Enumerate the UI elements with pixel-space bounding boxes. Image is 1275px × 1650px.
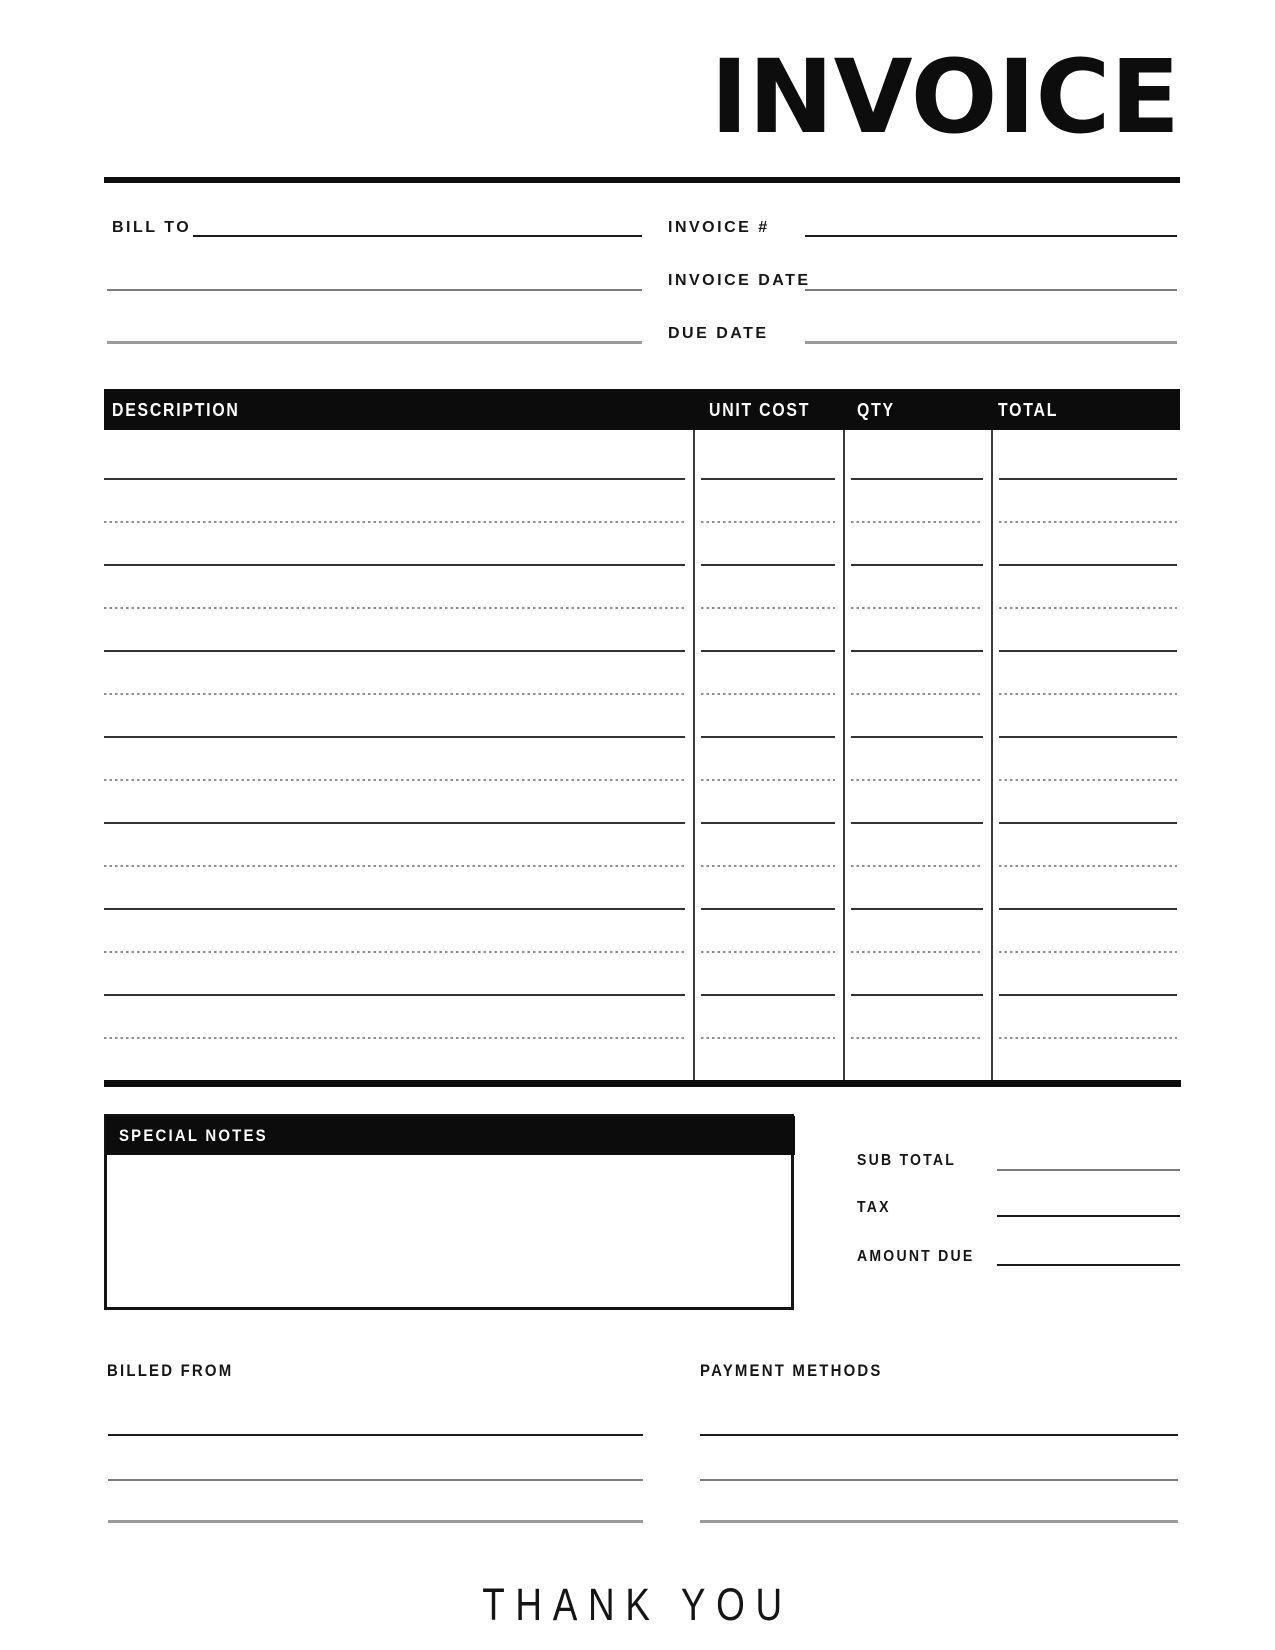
table-row-line-solid bbox=[701, 736, 835, 738]
table-row-line-dashed bbox=[999, 607, 1177, 609]
invoice-date-label: INVOICE DATE bbox=[668, 272, 811, 289]
table-row-line-solid bbox=[851, 822, 983, 824]
due-date-line bbox=[805, 341, 1177, 344]
table-row-line-solid bbox=[999, 994, 1177, 996]
sub-total-label: SUB TOTAL bbox=[857, 1152, 957, 1169]
table-row-line-solid bbox=[851, 994, 983, 996]
table-row-line-dashed bbox=[851, 607, 983, 609]
table-row-line-solid bbox=[999, 736, 1177, 738]
table-row-line-solid bbox=[104, 736, 685, 738]
tax-line bbox=[997, 1215, 1180, 1217]
tax-label: TAX bbox=[857, 1199, 891, 1216]
table-row-line-dashed bbox=[701, 951, 835, 953]
payment-methods-label: PAYMENT METHODS bbox=[700, 1361, 883, 1380]
table-row-line-dashed bbox=[104, 1037, 685, 1039]
bill-to-line bbox=[193, 235, 642, 237]
invoice-date-line bbox=[805, 289, 1177, 291]
table-row-line-dashed bbox=[701, 693, 835, 695]
bill-to-address-line-2 bbox=[107, 289, 642, 291]
table-row-line-solid bbox=[104, 478, 685, 480]
table-header bbox=[104, 389, 1180, 430]
table-row-line-solid bbox=[851, 908, 983, 910]
table-row-line-solid bbox=[999, 478, 1177, 480]
table-row-line-solid bbox=[701, 564, 835, 566]
table-row-line-solid bbox=[701, 650, 835, 652]
table-row-line-solid bbox=[701, 908, 835, 910]
table-row-line-solid bbox=[104, 994, 685, 996]
payment-methods-line-1 bbox=[700, 1434, 1178, 1436]
table-row-line-solid bbox=[701, 822, 835, 824]
table-row-line-dashed bbox=[999, 779, 1177, 781]
table-row-line-dashed bbox=[104, 779, 685, 781]
table-row-line-solid bbox=[999, 564, 1177, 566]
table-row-line-solid bbox=[999, 650, 1177, 652]
invoice-number-line bbox=[805, 235, 1177, 237]
table-row-line-dashed bbox=[851, 693, 983, 695]
amount-due-label: AMOUNT DUE bbox=[857, 1248, 975, 1265]
header-rule bbox=[104, 177, 1180, 183]
table-row-line-dashed bbox=[999, 951, 1177, 953]
bill-to-address-line-3 bbox=[107, 341, 642, 344]
table-row-line-solid bbox=[851, 650, 983, 652]
table-row-line-solid bbox=[104, 564, 685, 566]
page-title: INVOICE bbox=[710, 38, 1180, 157]
special-notes-label: SPECIAL NOTES bbox=[119, 1126, 268, 1145]
table-row-line-solid bbox=[701, 994, 835, 996]
table-row-line-dashed bbox=[701, 865, 835, 867]
table-row-line-dashed bbox=[999, 693, 1177, 695]
amount-due-line bbox=[997, 1264, 1180, 1266]
table-row-line-solid bbox=[851, 736, 983, 738]
table-row-line-dashed bbox=[701, 521, 835, 523]
table-row-line-dashed bbox=[701, 607, 835, 609]
billed-from-line-1 bbox=[108, 1434, 643, 1436]
billed-from-line-2 bbox=[108, 1479, 643, 1481]
table-row-line-dashed bbox=[104, 607, 685, 609]
table-row-line-dashed bbox=[701, 1037, 835, 1039]
table-row-line-dashed bbox=[851, 1037, 983, 1039]
billed-from-line-3 bbox=[108, 1520, 643, 1523]
table-row-line-solid bbox=[104, 650, 685, 652]
special-notes-box bbox=[104, 1114, 794, 1310]
table-row-line-dashed bbox=[104, 693, 685, 695]
billed-from-label: BILLED FROM bbox=[107, 1361, 234, 1380]
table-row-line-dashed bbox=[851, 951, 983, 953]
column-header-unit-cost: UNIT COST bbox=[709, 400, 811, 420]
column-header-description: DESCRIPTION bbox=[112, 400, 240, 420]
table-row-line-dashed bbox=[104, 521, 685, 523]
due-date-label: DUE DATE bbox=[668, 325, 769, 342]
thank-you-text: THANK YOU bbox=[482, 1579, 793, 1630]
table-row-line-dashed bbox=[851, 779, 983, 781]
table-row-line-solid bbox=[851, 478, 983, 480]
column-divider-3 bbox=[991, 430, 993, 1083]
table-row-line-solid bbox=[104, 822, 685, 824]
column-header-qty: QTY bbox=[857, 400, 895, 420]
table-row-line-dashed bbox=[999, 521, 1177, 523]
table-row-line-solid bbox=[999, 908, 1177, 910]
table-row-line-dashed bbox=[851, 865, 983, 867]
table-bottom-rule bbox=[104, 1080, 1181, 1087]
column-divider-1 bbox=[693, 430, 695, 1083]
column-divider-2 bbox=[843, 430, 845, 1083]
table-row-line-solid bbox=[701, 478, 835, 480]
invoice-number-label: INVOICE # bbox=[668, 219, 770, 236]
table-row-line-solid bbox=[851, 564, 983, 566]
payment-methods-line-3 bbox=[700, 1520, 1178, 1523]
table-row-line-dashed bbox=[999, 865, 1177, 867]
table-row-line-dashed bbox=[701, 779, 835, 781]
table-row-line-dashed bbox=[999, 1037, 1177, 1039]
column-header-total: TOTAL bbox=[998, 400, 1059, 420]
payment-methods-line-2 bbox=[700, 1479, 1178, 1481]
table-row-line-dashed bbox=[104, 951, 685, 953]
special-notes-header bbox=[106, 1116, 795, 1155]
bill-to-label: BILL TO bbox=[112, 219, 192, 236]
special-notes-content bbox=[107, 1155, 791, 1307]
table-row-line-dashed bbox=[851, 521, 983, 523]
sub-total-line bbox=[997, 1169, 1180, 1171]
table-row-line-dashed bbox=[104, 865, 685, 867]
table-row-line-solid bbox=[104, 908, 685, 910]
table-row-line-solid bbox=[999, 822, 1177, 824]
